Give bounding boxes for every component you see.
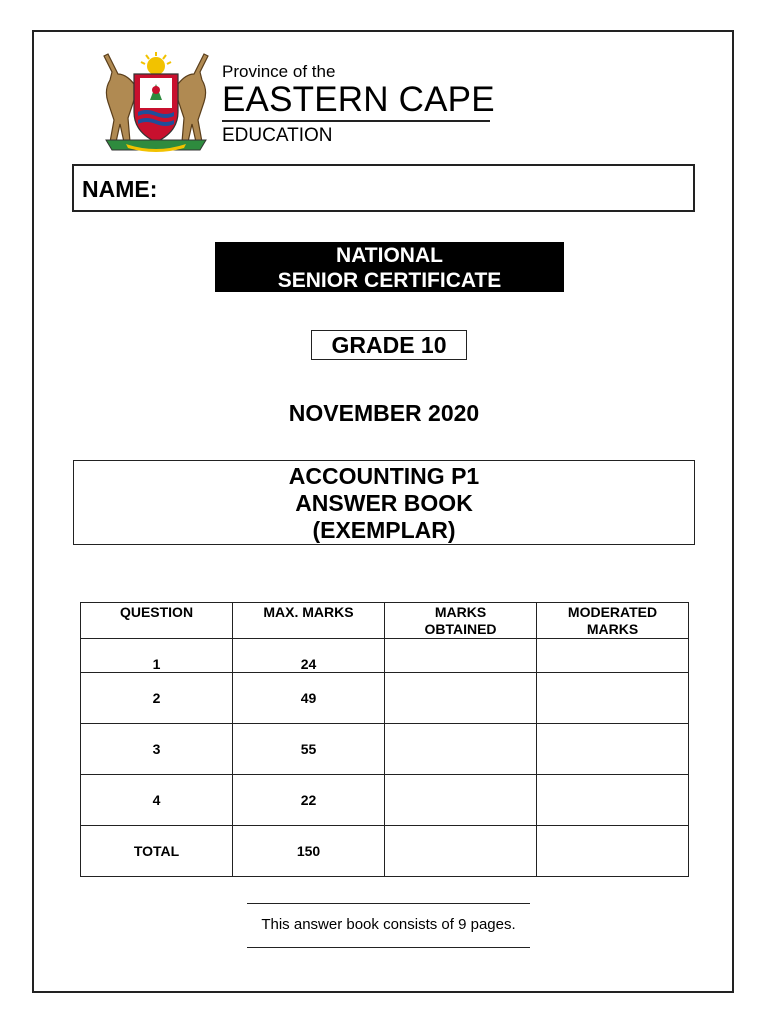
header-moderated-marks: MODERATED MARKS xyxy=(537,603,689,639)
table-row xyxy=(81,724,689,775)
table-row-total xyxy=(81,826,689,877)
table-header-row xyxy=(81,603,689,639)
logo-eastern-cape-text: EASTERN CAPE xyxy=(222,80,495,119)
subject-line2: ANSWER BOOK xyxy=(295,490,473,516)
moderated-marks-cell[interactable] xyxy=(537,826,689,877)
max-marks-cell: 150 xyxy=(233,826,385,877)
max-marks-cell: 22 xyxy=(233,775,385,826)
moderated-marks-cell[interactable] xyxy=(537,673,689,724)
logo-education-text: EDUCATION xyxy=(222,125,333,146)
grade-label: GRADE 10 xyxy=(311,330,467,360)
certificate-line2: SENIOR CERTIFICATE xyxy=(277,269,502,292)
marks-obtained-cell[interactable] xyxy=(385,673,537,724)
question-cell: 4 xyxy=(81,775,233,826)
certificate-line1: NATIONAL xyxy=(336,244,443,267)
logo-province-text: Province of the xyxy=(222,62,336,81)
marks-table xyxy=(80,602,689,877)
subject-box xyxy=(73,460,695,545)
subject-line3: (EXEMPLAR) xyxy=(312,517,456,543)
moderated-marks-cell[interactable] xyxy=(537,775,689,826)
marks-obtained-cell[interactable] xyxy=(385,639,537,673)
question-cell: 1 xyxy=(81,639,233,673)
table-row xyxy=(81,639,689,673)
marks-obtained-cell[interactable] xyxy=(385,826,537,877)
certificate-banner xyxy=(215,242,564,292)
question-cell: TOTAL xyxy=(81,826,233,877)
moderated-marks-cell[interactable] xyxy=(537,724,689,775)
subject-line1: ACCOUNTING P1 xyxy=(288,463,480,489)
coat-of-arms-icon xyxy=(90,50,222,154)
header-marks-obtained: MARKS OBTAINED xyxy=(385,603,537,639)
table-row xyxy=(81,775,689,826)
max-marks-cell: 49 xyxy=(233,673,385,724)
moderated-marks-cell[interactable] xyxy=(537,639,689,673)
max-marks-cell: 55 xyxy=(233,724,385,775)
logo-divider xyxy=(222,120,490,122)
question-cell: 2 xyxy=(81,673,233,724)
name-label: NAME: xyxy=(82,176,158,202)
marks-obtained-cell[interactable] xyxy=(385,724,537,775)
table-row xyxy=(81,673,689,724)
footer-rule-bottom xyxy=(247,947,530,948)
header-question: QUESTION xyxy=(81,603,233,639)
name-field[interactable] xyxy=(72,164,695,212)
footer-rule-top xyxy=(247,903,530,904)
logo-wordmark xyxy=(222,62,495,147)
exam-date: NOVEMBER 2020 xyxy=(288,400,480,426)
footer-page-count: This answer book consists of 9 pages. xyxy=(261,916,516,933)
question-cell: 3 xyxy=(81,724,233,775)
marks-obtained-cell[interactable] xyxy=(385,775,537,826)
max-marks-cell: 24 xyxy=(233,639,385,673)
header-max-marks: MAX. MARKS xyxy=(233,603,385,639)
